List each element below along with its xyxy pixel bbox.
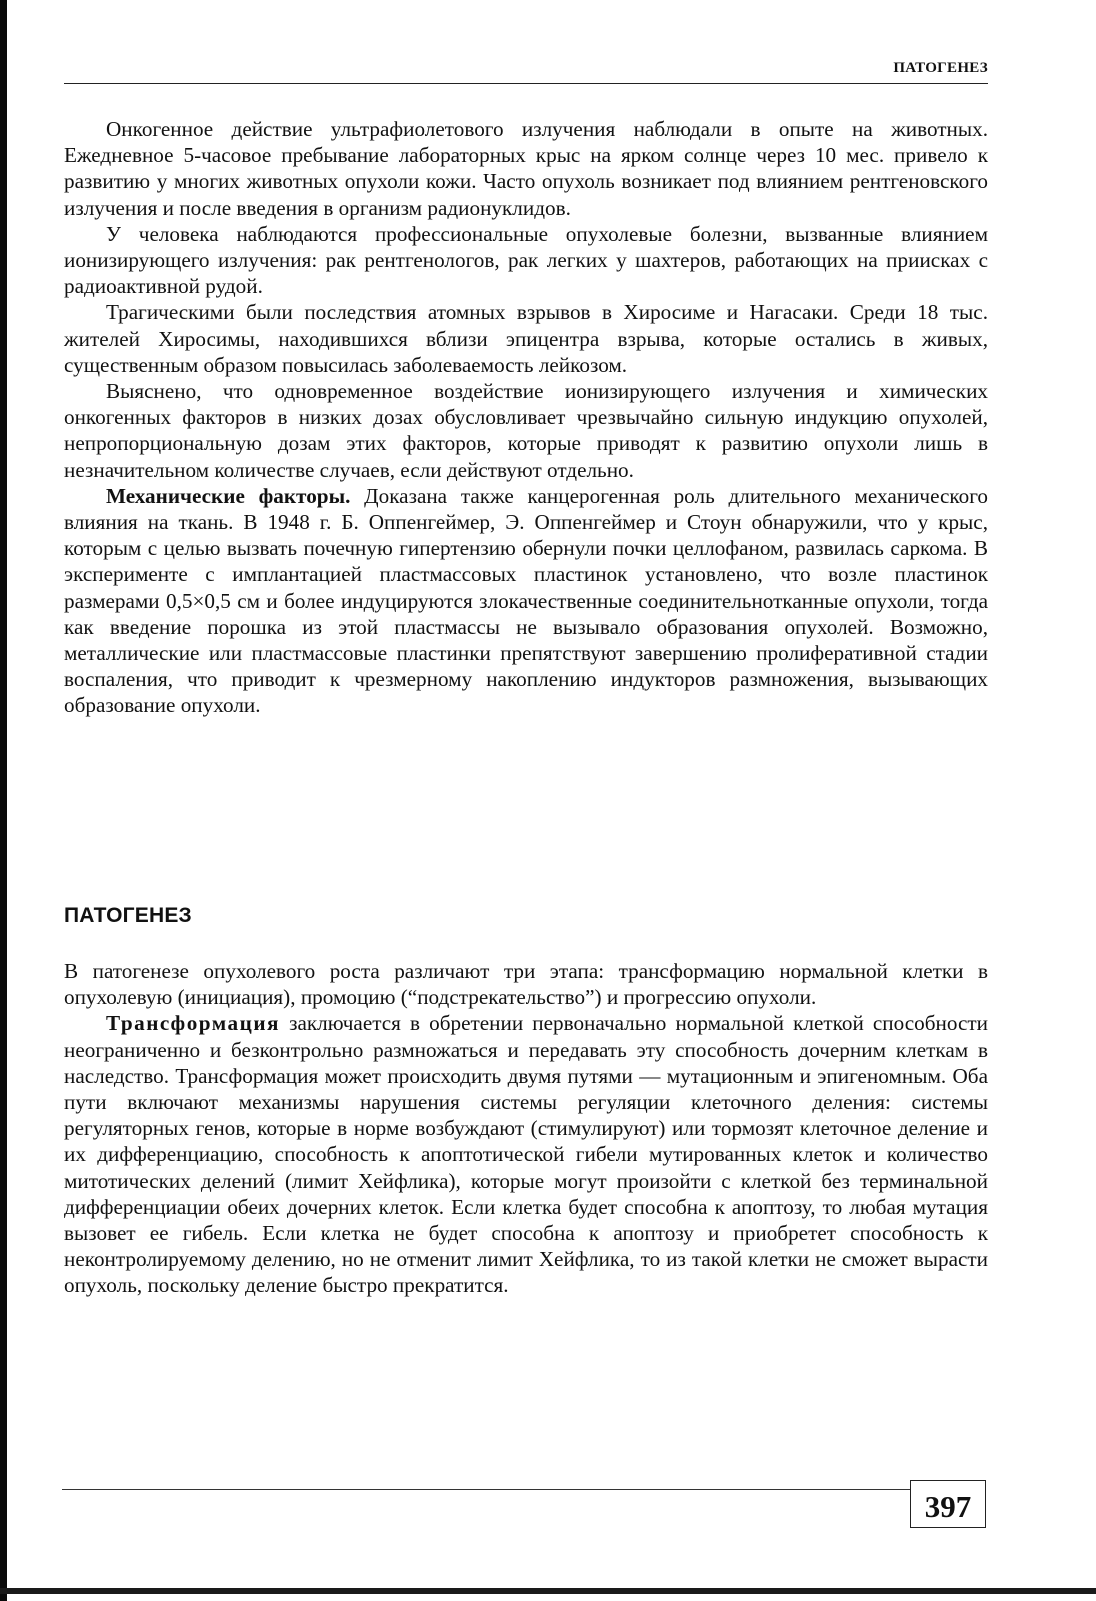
paragraph-hiroshima: Трагическими были последствия атомных взрывов в Хиросиме и Нагасаки. Среди 18 тыс. жителей Хиросимы, находившихся вблизи эпицентра взрыва, которые остались в живых, существенным образом повысилась заболеваемость лейкозом. (64, 300, 988, 377)
scan-edge-left (0, 0, 7, 1601)
mechanical-body: Доказана также канцерогенная роль длительного механического влияния на ткань. В 1948 г. Б. Оппенгеймер, Э. Оппенгеймер и Стоун обнаружили, что у крыс, которым с целью вызвать почечную гипертензию обернули почки целлофаном, развилась саркома. В эксперименте с имплантацией пластмассовых пластинок установлено, что возле пластинок размерами 0,5×0,5 см и более индуцируются злокачественные соединительнотканные опухоли, тогда как введение порошка из этой пластмассы не вызывало образования опухолей. Возможно, металлические или пластмассовые пластинки препятствуют завершению пролиферативной стадии воспаления, что приводит к чрезмерному накоплению индукторов размножения, вызывающих образование опухоли. (64, 483, 988, 718)
paragraph-uv: Онкогенное действие ультрафиолетового излучения наблюдали в опыте на животных. Ежедневное 5-часовое пребывание лабораторных крыс на ярком солнце через 10 мес. привело к развитию у многих животных опухоли кожи. Часто опухоль возникает под влиянием рентгеновского излучения и после введения в организм радионуклидов. (64, 117, 988, 220)
paragraph-occupational: У человека наблюдаются профессиональные опухолевые болезни, вызванные влиянием ионизирующего излучения: рак рентгенологов, рак легких у шахтеров, работающих на приисках с радиоактивной рудой. (64, 221, 988, 299)
page-number: 397 (910, 1480, 986, 1528)
text-block-radiation (64, 116, 988, 719)
running-head: ПАТОГЕНЕЗ (64, 60, 988, 84)
section-heading: ПАТОГЕНЕЗ (64, 904, 192, 927)
footer-rule (62, 1489, 910, 1490)
paragraph-transformation (64, 1010, 988, 1298)
paragraph-combined: Выяснено, что одновременное воздействие ионизирующего излучения и химических онкогенных факторов в низких дозах обусловливает чрезвычайно сильную индукцию опухолей, непропорциональную дозам этих факторов, которые приводят к развитию опухоли лишь в незначительном количестве случаев, если действуют отдельно. (64, 379, 988, 482)
paragraph-intro: В патогенезе опухолевого роста различают три этапа: трансформацию нормальной клетки в опухолевую (инициация), промоцию (“подстрекательство”) и прогрессию опухоли. (64, 959, 988, 1010)
scan-edge-bottom (0, 1588, 1096, 1594)
paragraph-mechanical (64, 483, 988, 719)
mechanical-lead: Механические факторы. (106, 483, 351, 508)
text-block-pathogenesis (64, 958, 988, 1299)
transformation-body: заключается в обретении первоначально нормальной клеткой способности неограниченно и безконтрольно размножаться и передавать эту способность дочерним клеткам в наследство. Трансформация может происходить двумя путями — мутационным и эпигеномным. Оба пути включают механизмы нарушения системы регуляции клеточного деления: системы регуляторных генов, которые в норме возбуждают (стимулируют) или тормозят клеточное деление и их дифференциацию, способность к апоптотической гибели мутированных клеток и количество митотических делений (лимит Хейфлика), которые могут произойти с клеткой без терминальной дифференциации обеих дочерних клеток. Если клетка будет способна к апоптозу, то любая мутация вызовет ее гибель. Если клетка не будет способна к апоптозу и приобретет способность к неконтролируемому делению, но не отменит лимит Хейфлика, то из такой клетки не сможет вырасти опухоль, поскольку деление быстро прекратится. (64, 1011, 988, 1298)
transformation-lead: Трансформация (106, 1011, 281, 1036)
